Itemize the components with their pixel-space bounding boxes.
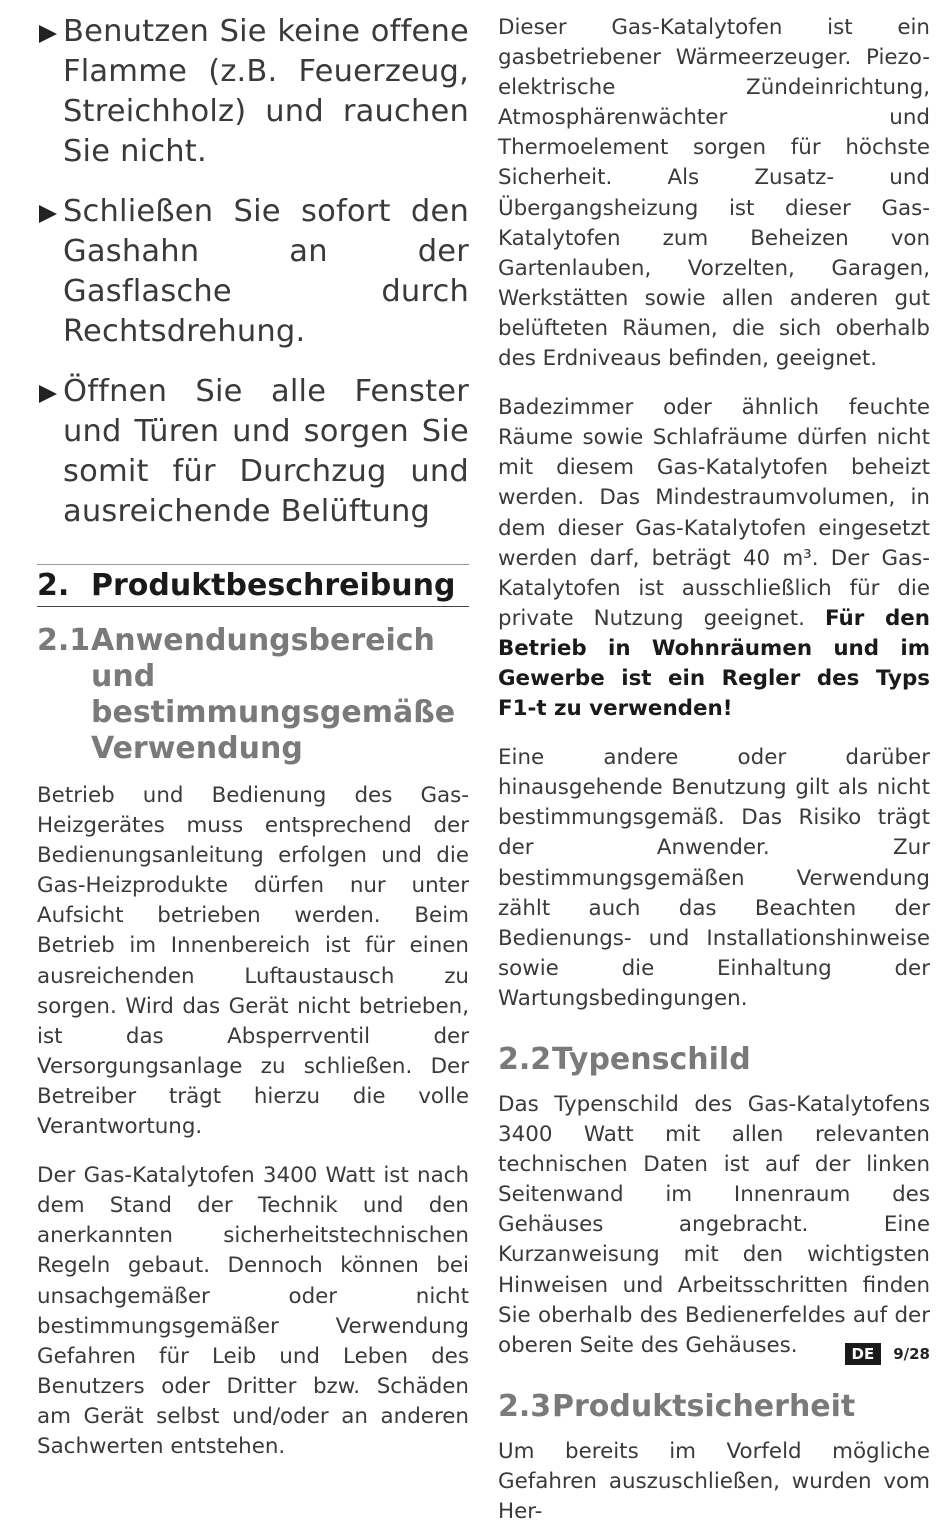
left-column — [37, 0, 469, 1462]
page-footer — [845, 1343, 931, 1365]
subsection-number: 2.3 — [498, 1388, 552, 1424]
bullet-text: Öffnen Sie alle Fenster und Türen und sorgen Sie somit für Durchzug und ausreichende Belüftung — [63, 374, 469, 529]
page-number: 9/28 — [893, 1345, 930, 1363]
subsection-heading-2-1 — [37, 623, 469, 767]
paragraph-type-plate: Das Typenschild des Gas-Katalytofens 3400 Watt mit allen relevanten technischen Daten ist auf der linken Seitenwand im Innenraum des Gehäuses angebracht. Eine Kurzanweisung mit den wichtigsten Hinweisen und Arbeitsschritten finden Sie oberhalb des Bedienerfeldes auf der oberen Seite des Gehäuses. — [498, 1092, 930, 1358]
bullet-text: Schließen Sie sofort den Gashahn an der Gasflasche durch Rechtsdrehung. — [63, 194, 469, 349]
paragraph-description: Dieser Gas-Katalytofen ist ein gasbetriebener Wärmeerzeuger. Piezo-elektrische Zündeinrichtung, Atmosphärenwächter und Thermoelement sorgen für höchste Sicherheit. Als Zusatz- und Übergangsheizung ist dieser Gas-Katalytofen zum Beheizen von Gartenlauben, Vorzelten, Garagen, Werkstätten sowie allen anderen gut belüfteten Räumen, die sich oberhalb des Erdniveaus befinden, geeignet. — [498, 15, 930, 372]
regulator-requirement: Für den Betrieb in Wohnräumen und im Gewerbe ist ein Regler des Typs F1-t zu verwenden! — [498, 605, 930, 722]
subsection-title: Typenschild — [552, 1042, 751, 1077]
warning-bullet-ventilate — [37, 372, 469, 532]
subsection-number: 2.1 — [37, 623, 91, 658]
language-badge: DE — [845, 1343, 882, 1365]
section-number: 2. — [37, 568, 70, 603]
warning-bullet-close-valve — [37, 192, 469, 352]
right-column — [498, 0, 930, 1527]
paragraph-product-safety: Um bereits im Vorfeld mögliche Gefahren auszuschließen, wurden vom Her- — [498, 1438, 930, 1525]
restrictions-text: Badezimmer oder ähnlich feuchte Räume sowie Schlafräume dürfen nicht mit diesem Gas-Katalytofen beheizt werden. Das Mindestraumvolumen, in dem dieser Gas-Katalytofen eingesetzt werden darf, beträgt 40 m³. Der Gas-Katalytofen ist ausschließlich für die private Nutzung geeignet. — [498, 395, 930, 631]
bullet-text: Benutzen Sie keine offene Flamme (z.B. Feuerzeug, Streichholz) und rauchen Sie nicht. — [63, 14, 469, 169]
subsection-title: Anwendungsbereich und bestimmungsgemäße Verwendung — [91, 623, 456, 766]
triangle-bullet-icon — [39, 25, 57, 43]
paragraph-state-of-art: Der Gas-Katalytofen 3400 Watt ist nach dem Stand der Technik und den anerkannten sicherheitstechnischen Regeln gebaut. Dennoch können bei unsachgemäßer oder nicht bestimmungsgemäßer Verwendung Gefahren für Leib und Leben des Benutzers oder Dritter bzw. Schäden am Gerät selbst und/oder an anderen Sachwerten entstehen. — [37, 1163, 469, 1459]
subsection-title: Produktsicherheit — [552, 1388, 856, 1424]
section-title: Produktbeschreibung — [91, 568, 456, 603]
subsection-heading-2-2 — [498, 1042, 930, 1078]
warning-bullet-no-flame — [37, 12, 469, 172]
section-heading — [37, 564, 469, 607]
paragraph-restrictions — [498, 393, 930, 724]
triangle-bullet-icon — [39, 385, 57, 403]
triangle-bullet-icon — [39, 205, 57, 223]
subsection-heading-2-3 — [498, 1389, 930, 1425]
subsection-number: 2.2 — [498, 1042, 552, 1077]
paragraph-operation: Betrieb und Bedienung des Gas-Heizgerätes muss entsprechend der Bedienungsanleitung erfolgen und die Gas-Heizprodukte dürfen nur unter Aufsicht betrieben werden. Beim Betrieb im Innenbereich ist für einen ausreichenden Luftaustausch zu sorgen. Wird das Gerät nicht betrieben, ist das Absperrventil der Versorgungsanlage zu schließen. Der Betreiber trägt hierzu die volle Verantwortung. — [37, 783, 469, 1140]
paragraph-misuse: Eine andere oder darüber hinausgehende Benutzung gilt als nicht bestimmungsgemäß. Das Risiko trägt der Anwender. Zur bestimmungsgemäßen Verwendung zählt auch das Beachten der Bedienungs- und Installationshinweise sowie die Einhaltung der Wartungsbedingungen. — [498, 745, 930, 1011]
